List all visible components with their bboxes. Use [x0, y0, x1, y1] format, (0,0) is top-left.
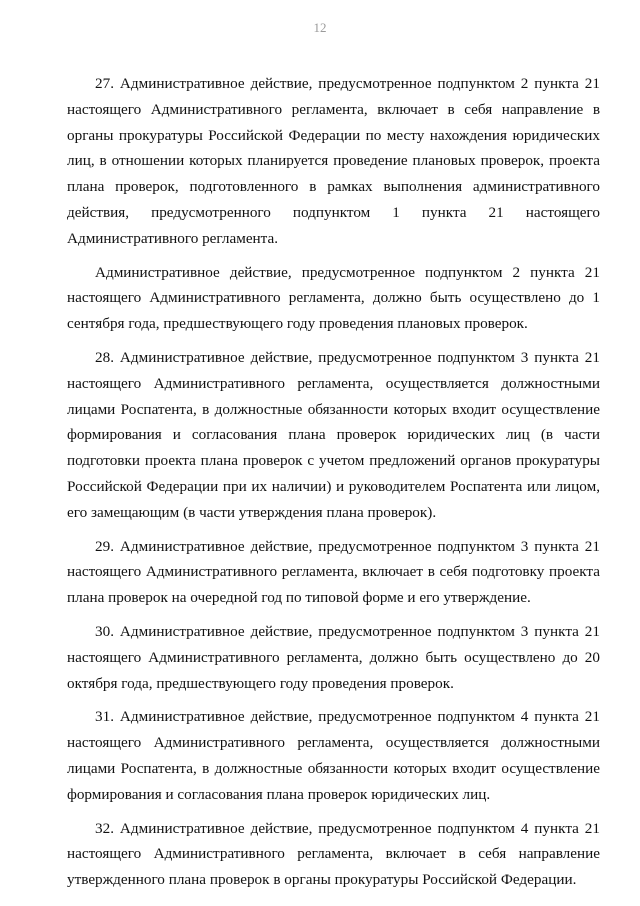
paragraph-29: 29. Административное действие, предусмотренное подпунктом 3 пункта 21 настоящего Административного регламента, включает в себя подготовку проекта плана проверок на очередной год по типовой форме и его утверждение. — [67, 537, 600, 607]
page-number: 12 — [313, 20, 327, 35]
paragraph-31: 31. Административное действие, предусмотренное подпунктом 4 пункта 21 настоящего Административного регламента, осуществляется должностными лицами Роспатента, в должностные обязанности которых входит осуществление формирования и согласования плана проверок юридических лиц. — [67, 708, 600, 803]
paragraph-32: 32. Административное действие, предусмотренное подпунктом 4 пункта 21 настоящего Административного регламента, включает в себя направление утвержденного плана проверок в органы прокуратуры Российской Федерации. — [67, 819, 600, 889]
document-body — [67, 71, 600, 901]
paragraph-28: 28. Административное действие, предусмотренное подпунктом 3 пункта 21 настоящего Административного регламента, осуществляется должностными лицами Роспатента, в должностные обязанности которых входит осуществление формирования и согласования плана проверок юридических лиц (в части подготовки проекта плана проверок с учетом предложений органов прокуратуры Российской Федерации при их наличии) и руководителем Роспатента или лицом, его замещающим (в части утверждения плана проверок). — [67, 348, 600, 521]
paragraph-30: 30. Административное действие, предусмотренное подпунктом 3 пункта 21 настоящего Административного регламента, должно быть осуществлено до 20 октября года, предшествующего году проведения проверок. — [67, 622, 600, 692]
paragraph-27-deadline: Административное действие, предусмотренное подпунктом 2 пункта 21 настоящего Административного регламента, должно быть осуществлено до 1 сентября года, предшествующего году проведения плановых проверок. — [67, 263, 600, 333]
paragraph-27: 27. Административное действие, предусмотренное подпунктом 2 пункта 21 настоящего Административного регламента, включает в себя направление в органы прокуратуры Российской Федерации по месту нахождения юридических лиц, в отношении которых планируется проведение плановых проверок, проекта плана проверок, подготовленного в рамках выполнения административного действия, предусмотренного подпунктом 1 пункта 21 настоящего Административного регламента. — [67, 75, 600, 247]
